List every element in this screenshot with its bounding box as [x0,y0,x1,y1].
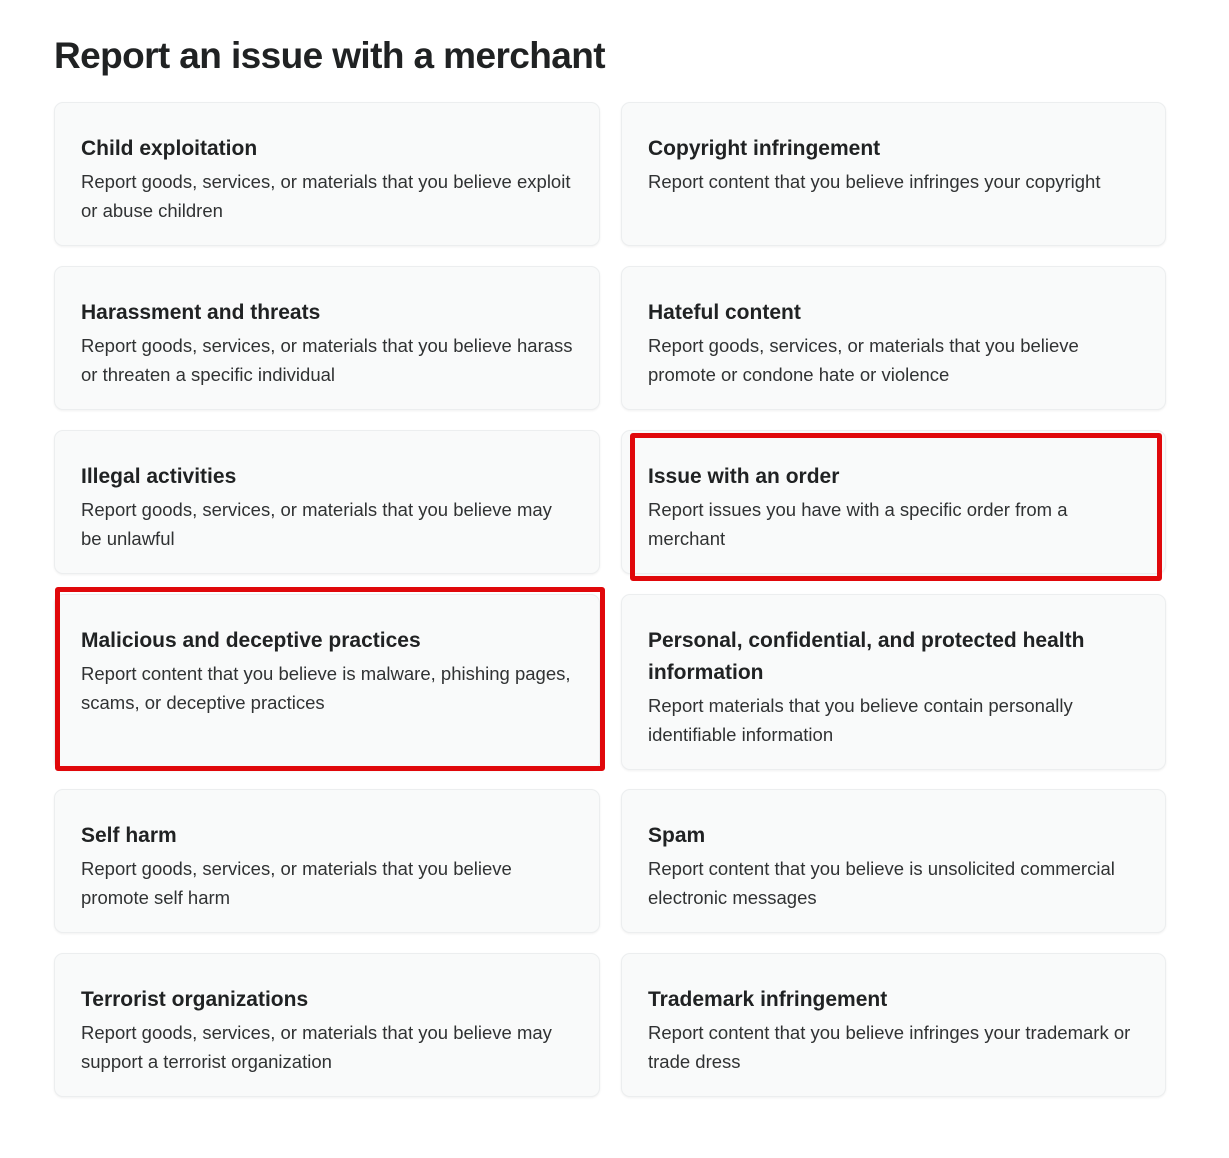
card-title: Malicious and deceptive practices [81,629,421,652]
card-description: Report goods, services, or materials that you believe may be unlawful [81,499,552,549]
card-title: Spam [648,824,706,847]
card-title: Issue with an order [648,465,840,488]
card-description: Report content that you believe is unsolicited commercial electronic messages [648,858,1115,908]
card-malicious-and-deceptive-practices[interactable] [54,594,600,770]
card-title: Terrorist organizations [81,988,309,1011]
card-spam[interactable] [621,789,1166,933]
card-description: Report goods, services, or materials that you believe may support a terrorist organization [81,1022,552,1072]
card-trademark-infringement[interactable] [621,953,1166,1097]
card-personal-confidential-health-information[interactable] [621,594,1166,770]
card-description: Report goods, services, or materials that you believe harass or threaten a specific individual [81,335,573,385]
card-title: Personal, confidential, and protected health information [648,629,1085,684]
card-hateful-content[interactable] [621,266,1166,410]
card-title: Trademark infringement [648,988,888,1011]
card-title: Illegal activities [81,465,237,488]
card-description: Report content that you believe is malware, phishing pages, scams, or deceptive practices [81,663,571,713]
card-illegal-activities[interactable] [54,430,600,574]
card-description: Report content that you believe infringes your trademark or trade dress [648,1022,1131,1072]
card-child-exploitation[interactable] [54,102,600,246]
card-issue-with-an-order[interactable] [621,430,1166,574]
card-title: Hateful content [648,301,801,324]
card-title: Copyright infringement [648,137,881,160]
card-copyright-infringement[interactable] [621,102,1166,246]
card-description: Report materials that you believe contain personally identifiable information [648,695,1073,745]
card-description: Report goods, services, or materials that you believe exploit or abuse children [81,171,571,221]
card-description: Report goods, services, or materials that you believe promote self harm [81,858,512,908]
card-description: Report goods, services, or materials that you believe promote or condone hate or violence [648,335,1079,385]
card-title: Child exploitation [81,137,258,160]
card-description: Report content that you believe infringes your copyright [648,171,1101,192]
card-terrorist-organizations[interactable] [54,953,600,1097]
card-self-harm[interactable] [54,789,600,933]
card-description: Report issues you have with a specific order from a merchant [648,499,1068,549]
card-title: Harassment and threats [81,301,321,324]
card-title: Self harm [81,824,177,847]
page-title: Report an issue with a merchant [54,35,605,76]
card-harassment-and-threats[interactable] [54,266,600,410]
